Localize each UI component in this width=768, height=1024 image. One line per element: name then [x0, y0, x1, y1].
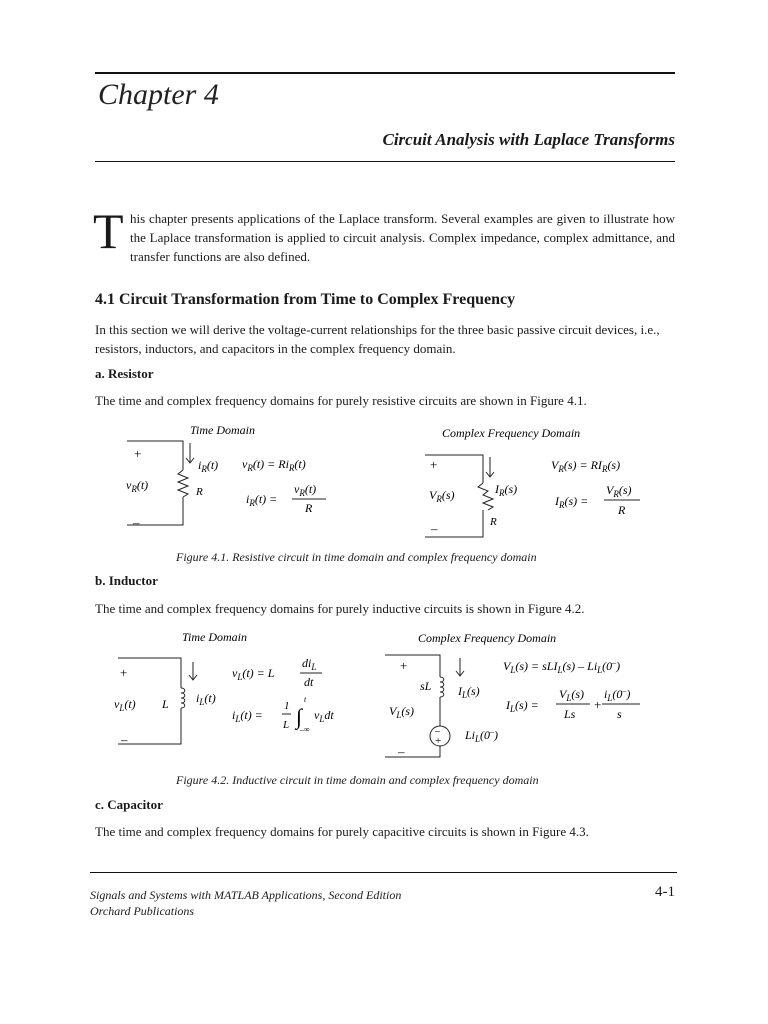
- svg-text:vL(t): $v_L(t)$: [114, 697, 136, 713]
- svg-text:iL(0–): $i_L(0^-)$: [604, 686, 631, 703]
- svg-text:L: L: [162, 697, 169, 711]
- inductor-text: The time and complex frequency domains for purely inductive circuits is shown in Figure 4.2.: [95, 601, 585, 616]
- svg-text:+: +: [430, 457, 438, 472]
- svg-text:vR(t): $v_R(t)$: [294, 482, 317, 498]
- svg-text:IR(s): $I_R(s)$: [495, 482, 518, 498]
- resistor-text: The time and complex frequency domains for purely resistive circuits are shown in Figure 4.1.: [95, 393, 587, 408]
- svg-text:dt: dt: [304, 675, 314, 689]
- svg-text:+: +: [435, 735, 442, 747]
- svg-text:vR(t) = RiR(t): $v_R(t) = Ri_R(t)$: [242, 457, 306, 473]
- svg-text:–: –: [133, 515, 140, 530]
- svg-text:VL(s): $V_L(s)$: [389, 704, 415, 720]
- svg-text:iR(t) =: $i_R(t)$ =: [246, 492, 278, 508]
- svg-text:∫: ∫: [296, 704, 303, 729]
- svg-text:VL(s): $V_L(s)$: [559, 687, 585, 703]
- capacitor-text: The time and complex frequency domains for purely capacitive circuits is shown in Figure 4.3.: [95, 824, 589, 839]
- footer-publisher: Orchard Publications: [90, 904, 195, 918]
- svg-text:1: 1: [284, 700, 290, 712]
- svg-text:+: +: [400, 658, 408, 673]
- svg-text:iR(t): $i_R(t)$: [198, 458, 219, 474]
- title-rule: [95, 161, 675, 162]
- svg-text:diL: $di_L$: [302, 656, 317, 672]
- figure-4-1: [0, 415, 768, 550]
- svg-text:VR(s): $V_R(s)$: [606, 483, 632, 499]
- svg-text:s: s: [617, 707, 622, 721]
- svg-text:vLdt: $v_Ldt$: [314, 708, 334, 724]
- svg-text:VL(s) = sLIL(s) – LiL(0–): $V_L(s) = sLI_L(s) - Li_L(0^-)$: [503, 658, 621, 675]
- chapter-subtitle: Circuit Analysis with Laplace Transforms: [382, 130, 675, 149]
- svg-text:–: –: [398, 744, 405, 759]
- svg-text:–: –: [435, 726, 440, 737]
- svg-text:IR(s) =: $I_R(s)$ =: [555, 494, 589, 510]
- svg-text:IL(s): $I_L(s)$: [458, 684, 480, 700]
- svg-text:R: R: [196, 486, 203, 498]
- svg-text:+: +: [134, 446, 142, 461]
- chapter-title: Chapter 4: [98, 78, 219, 111]
- footer-info: [90, 887, 401, 919]
- figure-4-2-caption: Figure 4.2. Inductive circuit in time domain and complex frequency domain: [176, 773, 539, 787]
- footer-book-title: Signals and Systems with MATLAB Applications, Second Edition: [90, 888, 402, 902]
- svg-text:VR(s) = RIR(s): $V_R(s) = RI_R(s)$: [551, 458, 621, 474]
- svg-text:–∞: –∞: [300, 725, 310, 734]
- fig2-freq-label: Complex Frequency Domain: [418, 631, 557, 645]
- fig1-freq-label: Complex Frequency Domain: [442, 426, 581, 440]
- page-number: 4-1: [655, 884, 675, 900]
- resistor-heading: a. Resistor: [95, 366, 154, 381]
- svg-text:L: L: [283, 719, 290, 731]
- fig2-time-label: Time Domain: [182, 630, 248, 644]
- capacitor-heading: c. Capacitor: [95, 797, 163, 812]
- svg-text:VR(s): $V_R(s)$: [429, 488, 455, 504]
- svg-text:vR(t): $v_R(t)$: [126, 478, 149, 494]
- svg-text:+: +: [594, 697, 602, 712]
- fig1-time-label: Time Domain: [190, 423, 256, 437]
- svg-text:–: –: [121, 732, 128, 747]
- svg-text:R: R: [490, 516, 497, 528]
- intro-paragraph: his chapter presents applications of the Laplace transform. Several examples are given to illustrate how the Laplace transformation is applied to circuit analysis. Complex impedance, complex admittance, and transfer functions are also defined.: [130, 211, 675, 264]
- top-rule: [95, 72, 675, 74]
- svg-text:R: R: [618, 503, 626, 517]
- svg-text:t: t: [304, 695, 307, 704]
- footer-rule: [90, 872, 677, 873]
- svg-text:LiL(0–): $Li_L(0^-)$: [465, 727, 499, 744]
- inductor-freq-circuit: [385, 655, 464, 757]
- svg-text:R: R: [305, 501, 313, 515]
- svg-text:sL: sL: [420, 679, 432, 693]
- svg-text:+: +: [120, 665, 128, 680]
- figure-4-2: [0, 622, 768, 767]
- svg-text:IL(s) =: $I_L(s)$ =: [506, 698, 539, 714]
- svg-text:–: –: [431, 521, 438, 536]
- svg-text:iL(t) =: $i_L(t)$ =: [232, 708, 263, 724]
- svg-text:iL(t): $i_L(t)$: [196, 691, 216, 707]
- svg-text:Ls: Ls: [564, 707, 576, 721]
- figure-4-1-caption: Figure 4.1. Resistive circuit in time domain and complex frequency domain: [176, 550, 537, 564]
- svg-text:vL(t) = L: $v_L(t) = L$: [232, 666, 275, 682]
- section-intro: In this section we will derive the voltage-current relationships for the three basic passive circuit devices, i.e., resistors, inductors, and capacitors in the complex frequency domain.: [95, 322, 660, 356]
- inductor-heading: b. Inductor: [95, 573, 158, 588]
- section-heading: 4.1 Circuit Transformation from Time to Complex Frequency: [95, 291, 516, 308]
- drop-cap: T: [93, 203, 124, 259]
